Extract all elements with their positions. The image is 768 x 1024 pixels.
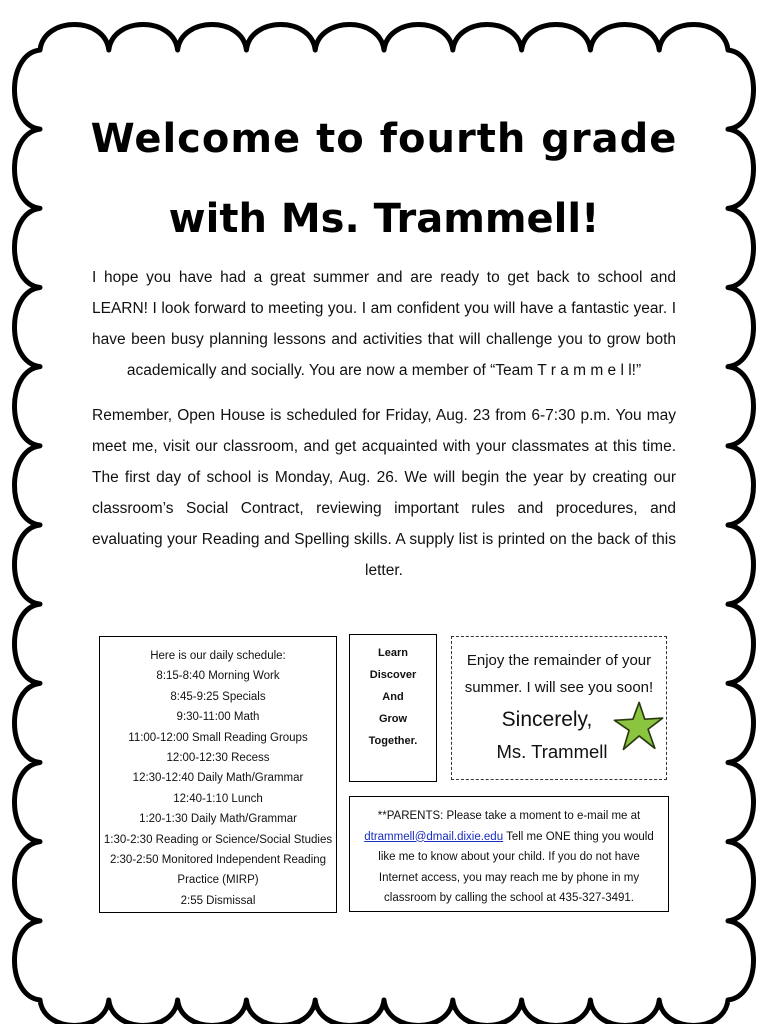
motto-line: Discover — [369, 669, 417, 681]
schedule-heading: Here is our daily schedule: — [150, 650, 286, 662]
sincerely-text: Sincerely, — [501, 708, 593, 731]
title-line-2: with Ms. Trammell! — [168, 196, 600, 242]
schedule-item: 1:30-2:30 Reading or Science/Social Studies — [103, 833, 333, 846]
title-line-1: Welcome to fourth grade — [90, 116, 678, 162]
closing-message: Enjoy the remainder of your summer. I will see you soon! — [464, 652, 654, 696]
motto-box — [349, 634, 437, 782]
intro-paragraph: I hope you have had a great summer and are ready to get back to school and LEARN! I look forward to meeting you. I am confident you will have a fantastic year. I have been busy planning lessons and activities that will challenge you to grow both academically and socially. You are now a member of “Team T r a m m e l l!” — [92, 269, 676, 379]
schedule-item: 9:30-11:00 Math — [176, 711, 260, 724]
parents-note-box — [349, 796, 669, 912]
teacher-signature: Ms. Trammell — [496, 741, 608, 762]
schedule-item: 8:45-9:25 Specials — [170, 690, 266, 703]
star-shape — [614, 702, 662, 749]
schedule-item: 12:40-1:10 Lunch — [173, 792, 263, 805]
schedule-item: 2:30-2:50 Monitored Independent Reading — [109, 854, 327, 867]
parents-body-text: Tell me ONE thing you would like me to know about your child. If you do not have Internet access, you may reach me by phone in my classroom by calling the school at 435-327-3491. — [378, 830, 654, 904]
parents-lead-text: **PARENTS: Please take a moment to e-mail me at — [377, 810, 641, 822]
motto-line: Learn — [378, 647, 408, 659]
schedule-item: Practice (MIRP) — [177, 874, 259, 887]
motto-line: And — [382, 691, 404, 703]
schedule-item: 2:55 Dismissal — [180, 894, 256, 907]
schedule-item: 12:30-12:40 Daily Math/Grammar — [132, 772, 304, 785]
teacher-email-link[interactable]: dtrammell@dmail.dixie.edu — [364, 830, 504, 843]
daily-schedule-box — [99, 636, 337, 913]
motto-line: Together. — [368, 735, 418, 747]
open-house-paragraph: Remember, Open House is scheduled for Friday, Aug. 23 from 6-7:30 p.m. You may meet me, visit our classroom, and get acquainted with your classmates at this time. The first day of school is Monday, Aug. 26. We will begin the year by creating our classroom’s Social Contract, reviewing important rules and procedures, and evaluating your Reading and Spelling skills. A supply list is printed on the back of this letter. — [92, 407, 676, 579]
schedule-item: 1:20-1:30 Daily Math/Grammar — [139, 813, 297, 826]
motto-line: Grow — [378, 713, 408, 725]
star-icon — [610, 699, 666, 755]
schedule-item: 8:15-8:40 Morning Work — [156, 670, 280, 683]
schedule-item: 12:00-12:30 Recess — [166, 752, 270, 765]
schedule-item: 11:00-12:00 Small Reading Groups — [128, 731, 308, 744]
closing-note-box — [451, 636, 667, 780]
